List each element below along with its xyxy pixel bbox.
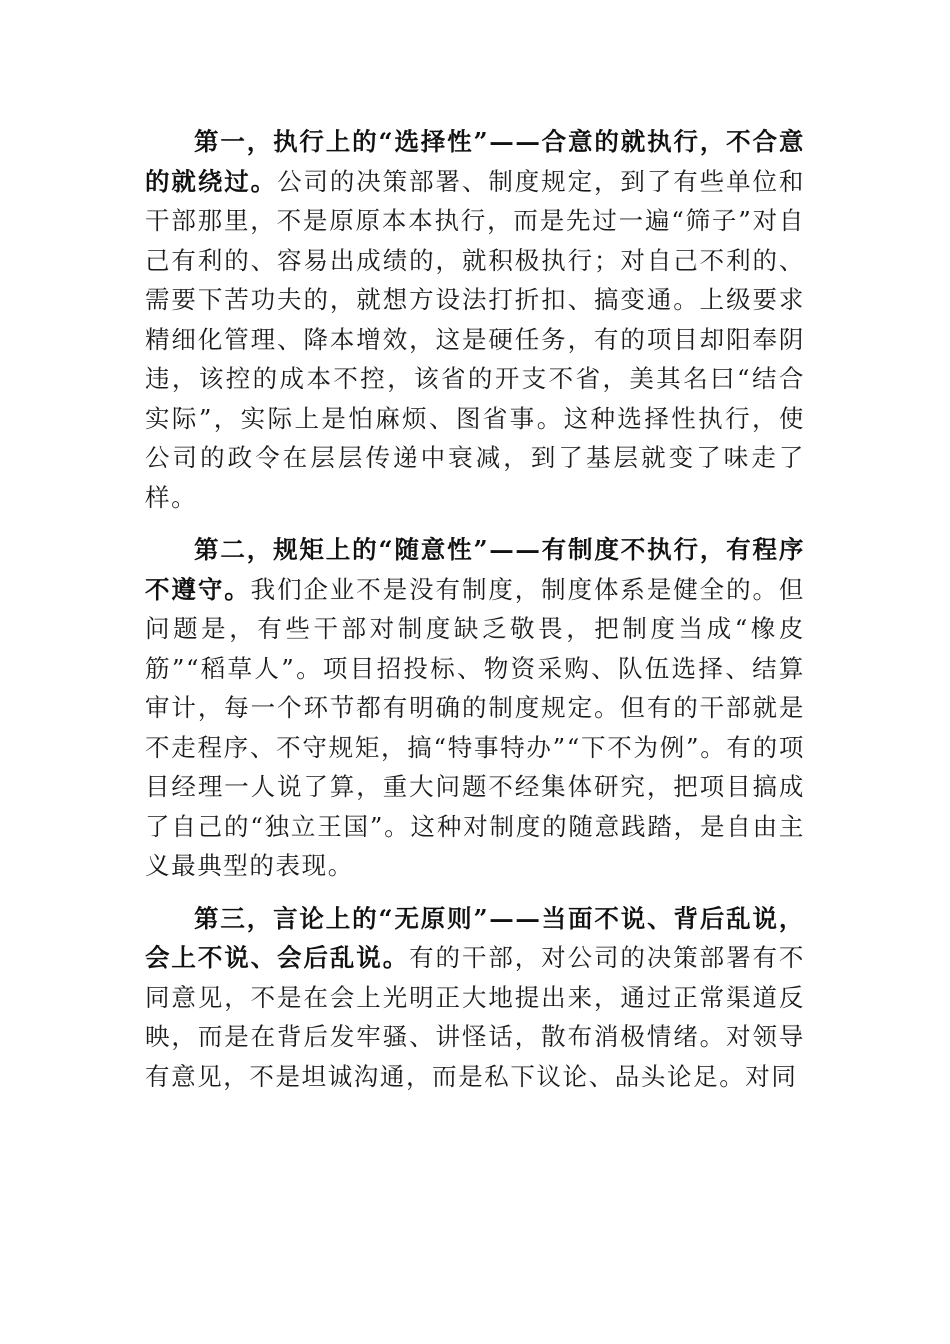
paragraph-1 xyxy=(145,122,805,517)
document-body xyxy=(145,122,805,1109)
paragraph-1-heading: 第一，执行上的“选择性”——合意的就执行，不合意的就绕过。 xyxy=(145,127,805,196)
paragraph-1-text: 公司的决策部署、制度规定，到了有些单位和干部那里，不是原原本本执行，而是先过一遍“筛子”对自己有利的、容易出成绩的，就积极执行；对自己不利的、需要下苦功夫的，就想方设法打折扣、搞变通。上级要求精细化管理、降本增效，这是硬任务，有的项目却阳奉阴违，该控的成本不控，该省的开支不省，美其名曰“结合实际”，实际上是怕麻烦、图省事。这种选择性执行，使公司的政令在层层传递中衰减，到了基层就变了味走了样。 xyxy=(145,166,805,512)
paragraph-3 xyxy=(145,899,805,1097)
paragraph-3-heading: 第三，言论上的“无原则”——当面不说、背后乱说，会上不说、会后乱说。 xyxy=(145,903,805,972)
paragraph-2-text: 我们企业不是没有制度，制度体系是健全的。但问题是，有些干部对制度缺乏敬畏，把制度当成“橡皮筋”“稻草人”。项目招投标、物资采购、队伍选择、结算审计，每一个环节都有明确的制度规定。但有的干部就是不走程序、不守规矩，搞“特事特办”“下不为例”。有的项目经理一人说了算，重大问题不经集体研究，把项目搞成了自己的“独立王国”。这种对制度的随意践踏，是自由主义最典型的表现。 xyxy=(145,574,805,880)
paragraph-2-heading: 第二，规矩上的“随意性”——有制度不执行，有程序不遵守。 xyxy=(145,535,805,604)
paragraph-3-text: 有的干部，对公司的决策部署有不同意见，不是在会上光明正大地提出来，通过正常渠道反映，而是在背后发牢骚、讲怪话，散布消极情绪。对领导有意见，不是坦诚沟通，而是私下议论、品头论足。对同 xyxy=(145,943,805,1091)
paragraph-2 xyxy=(145,530,805,886)
